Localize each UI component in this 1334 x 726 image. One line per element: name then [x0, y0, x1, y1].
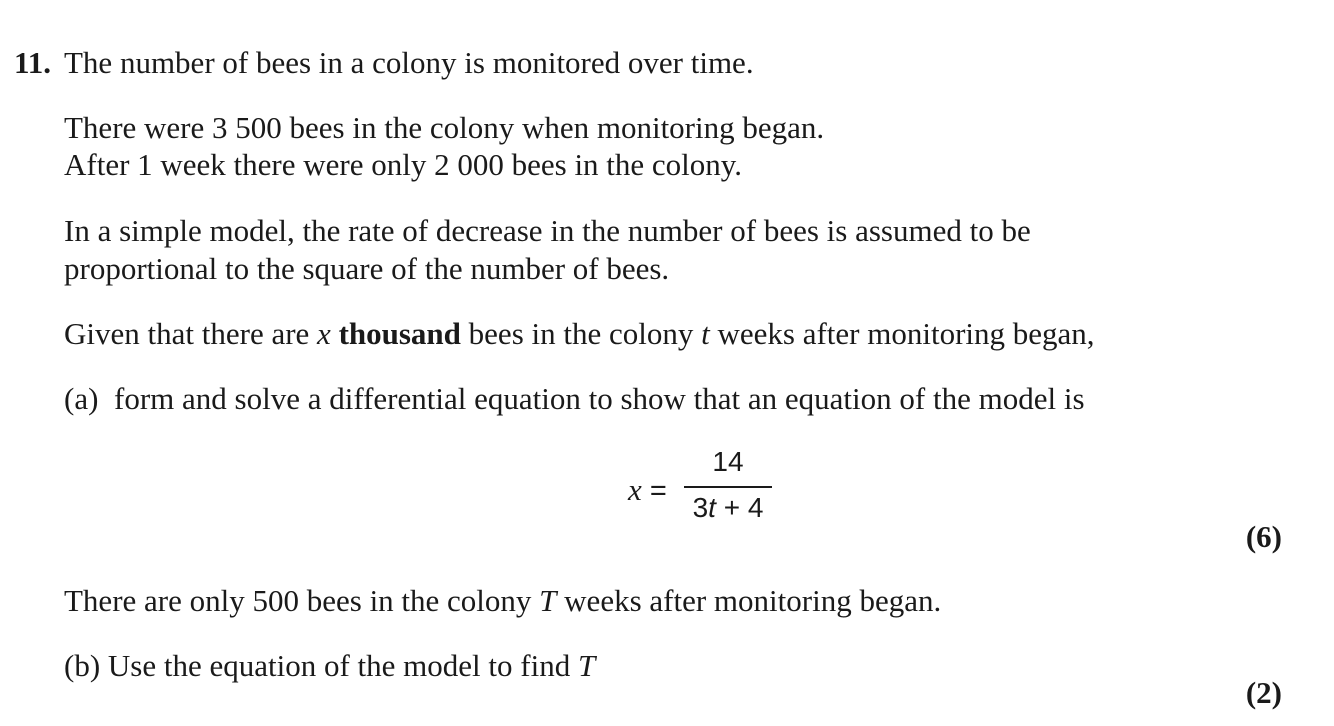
given-statement: [64, 315, 1095, 353]
fraction-denominator: [684, 490, 772, 526]
part-a-label: (a): [64, 381, 99, 416]
denominator-rest: + 4: [715, 492, 764, 523]
given-text: weeks after monitoring began,: [709, 316, 1095, 351]
part-b-label: (b): [64, 648, 101, 683]
equation-lhs: [628, 472, 667, 508]
part-a-text: form and solve a differential equation to show that an equation of the model is: [114, 381, 1085, 416]
variable-T: T: [577, 648, 596, 683]
question-number: 11.: [14, 45, 52, 80]
part-b-text: Use the equation of the model to find: [107, 648, 578, 683]
equation-variable-x: x: [628, 472, 642, 507]
part-b: [64, 647, 595, 685]
marks-b: (2): [1245, 675, 1282, 710]
denominator-coefficient: 3: [692, 492, 709, 523]
variable-T: T: [539, 583, 557, 618]
denominator-variable-t: t: [708, 492, 716, 523]
paragraph-line: In a simple model, the rate of decrease in the number of bees is assumed to be: [64, 213, 1031, 248]
statement-b-text: weeks after monitoring began.: [556, 583, 942, 618]
given-text: Given that there are: [64, 316, 318, 351]
paragraph-line: There were 3 500 bees in the colony when monitoring began.: [64, 110, 825, 145]
marks-a: (6): [1245, 519, 1282, 554]
statement-b: [64, 582, 941, 620]
question-intro: The number of bees in a colony is monitored over time.: [64, 45, 754, 80]
fraction-numerator: 14: [712, 446, 744, 477]
fraction-bar: [684, 486, 772, 488]
statement-b-text: There are only 500 bees in the colony: [64, 583, 540, 618]
equals-sign: =: [641, 475, 667, 507]
variable-t: t: [701, 316, 710, 351]
variable-x: x: [317, 316, 331, 351]
thousand-bold: thousand: [338, 316, 461, 351]
given-text: bees in the colony: [460, 316, 702, 351]
paragraph-line: proportional to the square of the number of bees.: [64, 251, 670, 286]
part-a: [64, 380, 1085, 418]
paragraph-line: After 1 week there were only 2 000 bees in the colony.: [64, 147, 743, 182]
